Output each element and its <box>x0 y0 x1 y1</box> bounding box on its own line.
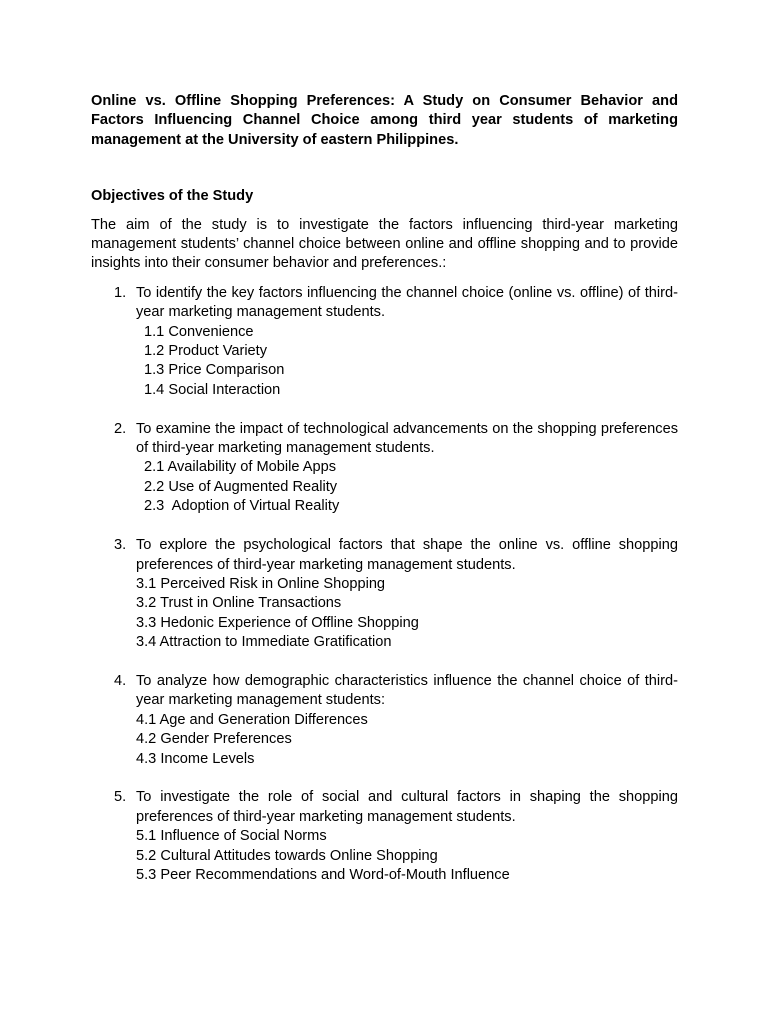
sub-objective: 5.2 Cultural Attitudes towards Online Shopping <box>136 847 438 864</box>
sub-objective: 4.1 Age and Generation Differences <box>136 711 368 728</box>
sub-objective: 2.2 Use of Augmented Reality <box>144 478 338 495</box>
sub-objective: 3.3 Hedonic Experience of Offline Shopping <box>136 614 419 631</box>
objective-text: To examine the impact of technological advancements on the shopping preferences of third-year marketing management students. <box>136 420 678 457</box>
objective-number: 5. <box>114 789 127 806</box>
sub-objectives-list <box>136 458 678 516</box>
sub-objectives-list <box>136 827 678 885</box>
objective-item-2 <box>91 420 678 517</box>
sub-objective: 1.2 Product Variety <box>144 343 268 360</box>
objective-number: 4. <box>114 672 127 689</box>
section-heading: Objectives of the Study <box>91 188 254 205</box>
document-page <box>91 92 678 905</box>
objective-text: To explore the psychological factors that shape the online vs. offline shopping preferences of third-year marketing management students. <box>136 537 678 573</box>
sub-objective: 5.3 Peer Recommendations and Word-of-Mouth Influence <box>136 866 510 883</box>
objective-number: 2. <box>114 420 127 437</box>
intro-paragraph: The aim of the study is to investigate the factors influencing third-year marketing management students’ channel choice between online and offline shopping and to provide insights into their consumer behavior and preferences.: <box>91 216 678 272</box>
sub-objective: 1.3 Price Comparison <box>144 362 285 379</box>
objective-number: 1. <box>114 284 127 301</box>
objective-item-1 <box>91 284 678 400</box>
objective-text: To investigate the role of social and cultural factors in shaping the shopping preferences of third-year marketing management students. <box>136 789 678 825</box>
sub-objective: 2.1 Availability of Mobile Apps <box>144 459 336 476</box>
sub-objectives-list <box>136 575 678 653</box>
sub-objectives-list <box>136 323 678 401</box>
sub-objective: 4.2 Gender Preferences <box>136 731 292 748</box>
sub-objective: 1.4 Social Interaction <box>144 381 281 398</box>
sub-objectives-list <box>136 711 678 769</box>
objective-text: To analyze how demographic characteristics influence the channel choice of third-year marketing management students: <box>136 672 678 709</box>
document-title: Online vs. Offline Shopping Preferences: A Study on Consumer Behavior and Factors Influencing Channel Choice among third year students of marketing management at the University of eastern Philippines. <box>91 93 678 148</box>
sub-objective: 5.1 Influence of Social Norms <box>136 828 327 845</box>
objective-item-4 <box>91 672 678 769</box>
sub-objective: 3.4 Attraction to Immediate Gratification <box>136 634 392 651</box>
sub-objective: 4.3 Income Levels <box>136 750 255 767</box>
objectives-list <box>91 284 678 886</box>
objective-item-3 <box>91 536 678 652</box>
sub-objective: 2.3 Adoption of Virtual Reality <box>144 498 340 515</box>
sub-objective: 3.1 Perceived Risk in Online Shopping <box>136 575 386 592</box>
objective-number: 3. <box>114 537 127 554</box>
sub-objective: 3.2 Trust in Online Transactions <box>136 595 342 612</box>
objective-item-5 <box>91 788 678 885</box>
sub-objective: 1.1 Convenience <box>144 323 254 340</box>
objective-text: To identify the key factors influencing the channel choice (online vs. offline) of third-year marketing management students. <box>136 284 678 321</box>
